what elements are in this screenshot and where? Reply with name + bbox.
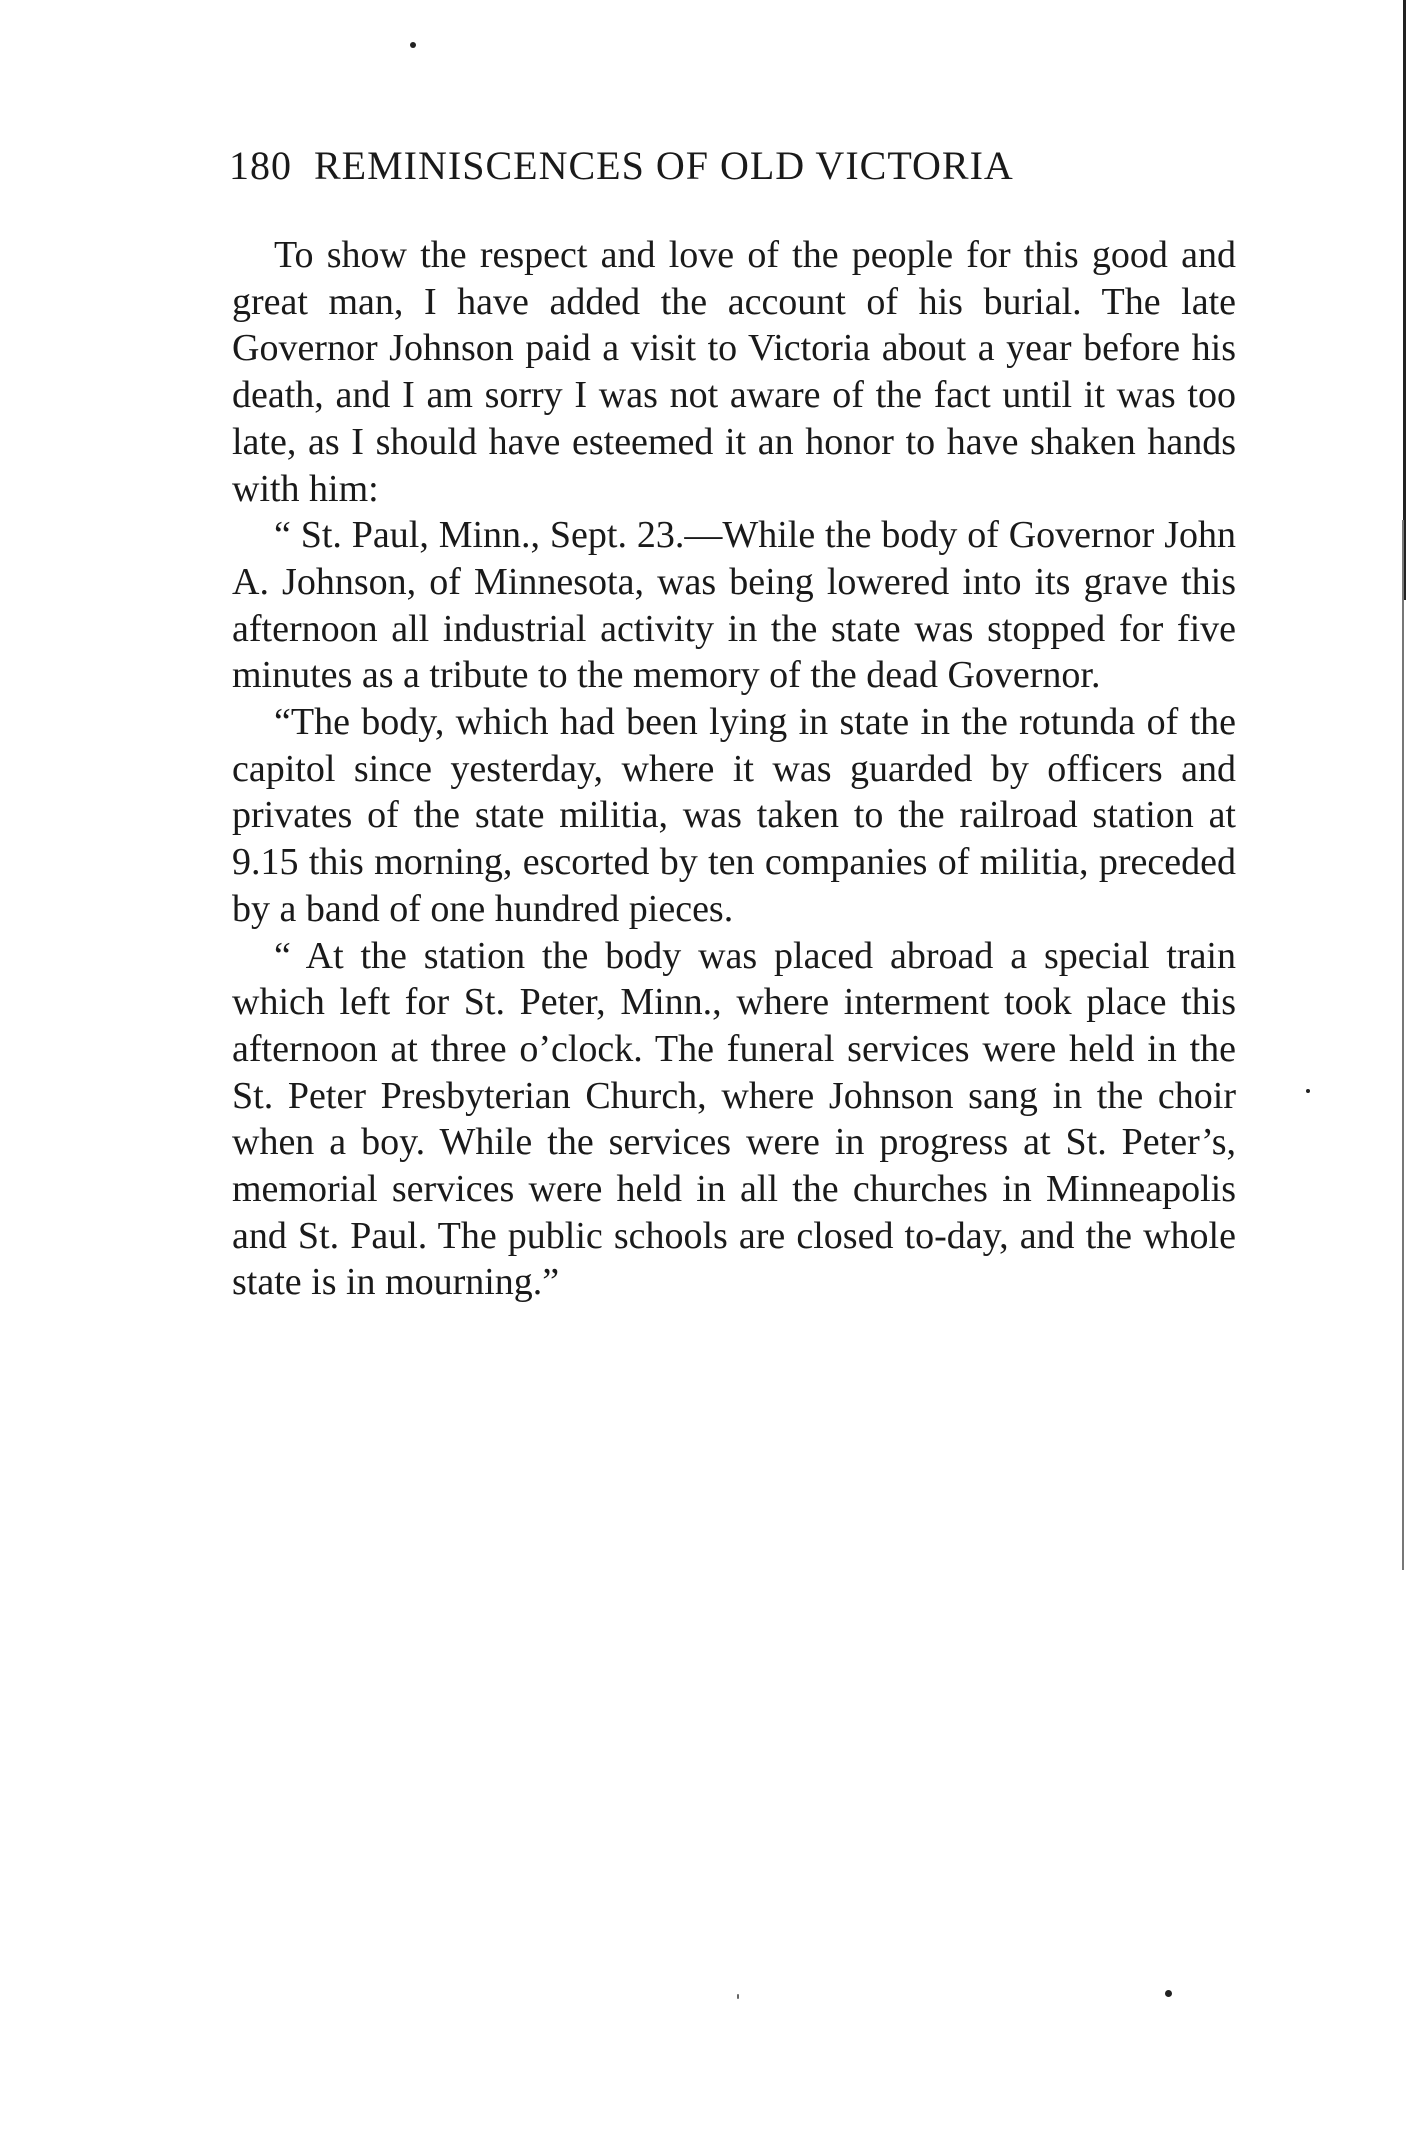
paragraph-intro: To show the respect and love of the people for this good and great man, I have added the account of his burial. The late Governor Johnson paid a visit to Victoria about a year before his death, and I am sorry I was not aware of the fact until it was too late, as I should have esteemed it an honor to have shaken hands with him: (232, 234, 1236, 510)
running-head (229, 138, 1239, 194)
page-number: 180 (229, 143, 292, 188)
running-title: REMINISCENCES OF OLD VICTORIA (314, 143, 1014, 188)
body-text (232, 232, 1236, 1306)
ink-speck (1165, 1990, 1172, 1997)
ink-speck (1306, 1089, 1310, 1093)
paragraph-quote-1: “ St. Paul, Minn., Sept. 23.—While the body of Governor John A. Johnson, of Minnesota, was being lowered into its grave this afternoon all industrial activity in the state was stopped for five minutes as a tribute to the memory of the dead Governor. (232, 514, 1236, 697)
ink-speck (410, 42, 416, 48)
paragraph-quote-3: “ At the station the body was placed abroad a special train which left for St. Peter, Minn., where interment took place this afternoon at three o’clock. The funeral services were held in the St. Peter Presbyterian Church, where Johnson sang in the choir when a boy. While the services were in progress at St. Peter’s, memorial services were held in all the churches in Minneapolis and St. Paul. The public schools are closed to-day, and the whole state is in mourning.” (232, 934, 1236, 1304)
page-edge-shadow (1402, 520, 1404, 1570)
paragraph-quote-2: “The body, which had been lying in state in the rotunda of the capitol since yesterday, where it was guarded by officers and privates of the state militia, was taken to the railroad station at 9.15 this morning, escorted by ten companies of militia, preceded by a band of one hundred pieces. (232, 701, 1236, 930)
ink-speck (737, 1994, 739, 1999)
